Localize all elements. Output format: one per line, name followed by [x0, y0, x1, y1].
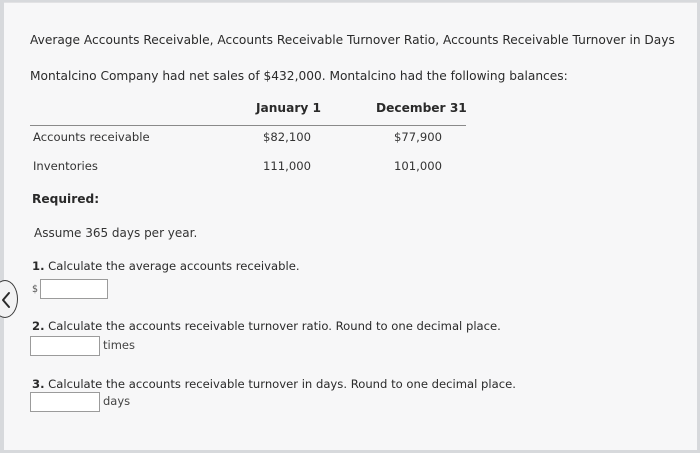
row-value-january: $82,100 — [263, 130, 311, 144]
times-unit-label: times — [103, 338, 135, 352]
question-number: 2. — [32, 319, 45, 333]
column-header-january: January 1 — [256, 101, 322, 115]
row-label: Inventories — [33, 159, 98, 173]
question-2-text — [32, 319, 501, 333]
question-prompt: Calculate the accounts receivable turnover ratio. Round to one decimal place. — [48, 319, 501, 333]
dollar-prefix: $ — [32, 284, 39, 295]
days-unit-label: days — [103, 394, 131, 408]
question-1-text — [32, 259, 300, 273]
question-prompt: Calculate the average accounts receivable. — [48, 259, 300, 273]
turnover-days-input[interactable] — [30, 392, 100, 412]
row-value-december: $77,900 — [394, 130, 442, 144]
row-value-december: 101,000 — [394, 159, 442, 173]
turnover-ratio-input[interactable] — [30, 336, 100, 356]
table-divider — [30, 125, 466, 126]
problem-page — [4, 2, 697, 450]
days-assumption: Assume 365 days per year. — [34, 226, 198, 240]
problem-intro: Montalcino Company had net sales of $432,000. Montalcino had the following balances: — [30, 69, 568, 83]
question-number: 1. — [32, 259, 45, 273]
question-3-text — [32, 377, 516, 391]
average-receivable-input[interactable] — [40, 279, 108, 299]
row-value-january: 111,000 — [263, 159, 311, 173]
problem-title: Average Accounts Receivable, Accounts Receivable Turnover Ratio, Accounts Receivable Turnover in Days — [30, 33, 675, 47]
question-prompt: Calculate the accounts receivable turnover in days. Round to one decimal place. — [48, 377, 516, 391]
chevron-left-icon — [0, 291, 12, 309]
required-heading: Required: — [32, 192, 100, 206]
question-number: 3. — [32, 377, 45, 391]
column-header-december: December 31 — [376, 101, 467, 115]
row-label: Accounts receivable — [33, 130, 150, 144]
